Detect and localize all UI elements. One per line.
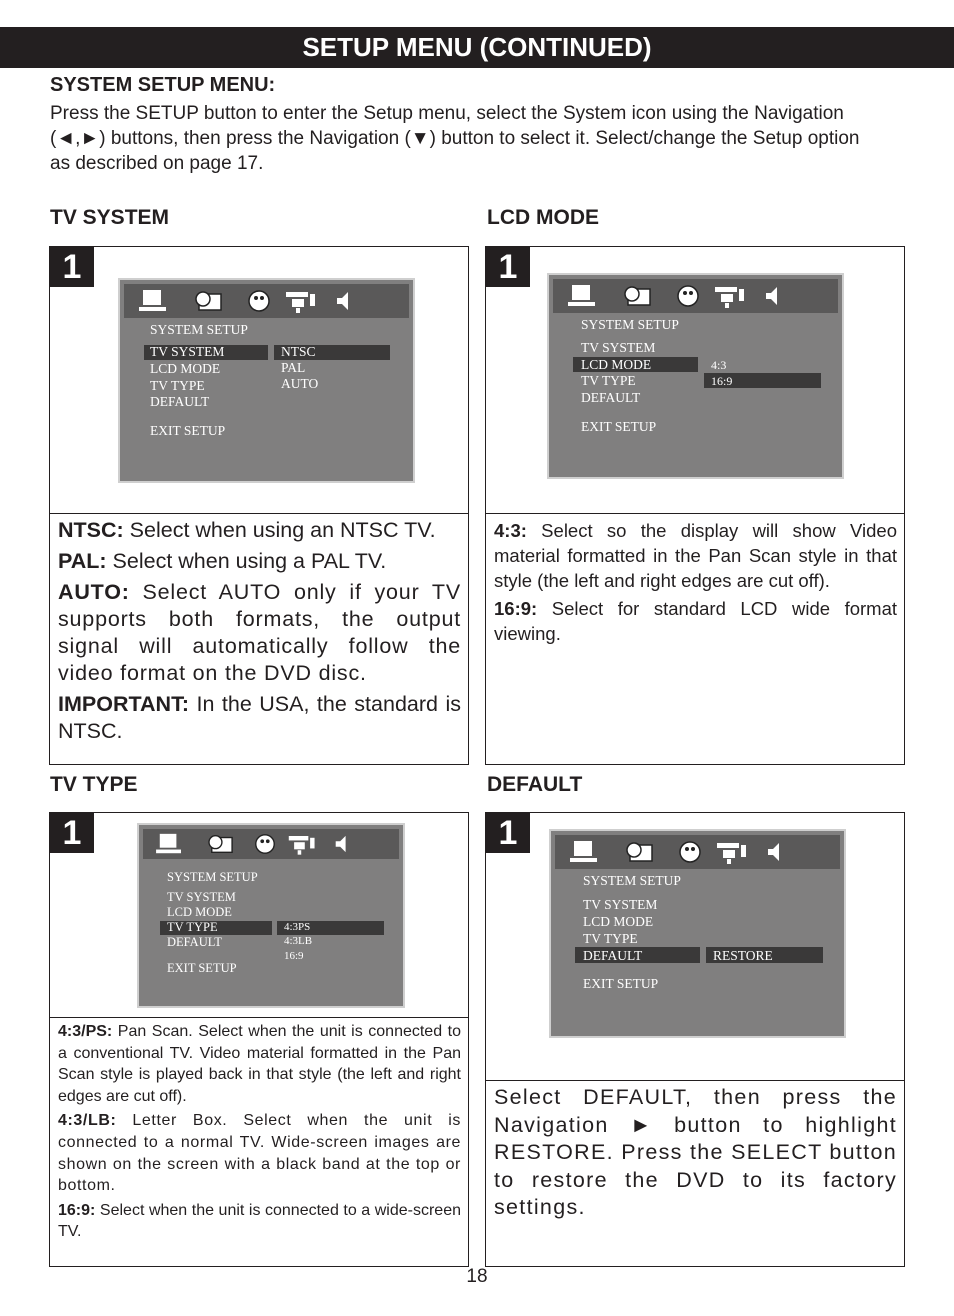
speech-photo-icon [623,283,653,309]
step-number: 1 [50,247,94,287]
option-16-9[interactable]: 16:9 [711,374,733,388]
intro-line-2: (◄,►) buttons, then press the Navigation (▼) button to select it. Select/change the Setup option [50,128,860,149]
system-setup-intro [50,101,910,176]
menu-icon-bar [143,829,399,859]
lcd-mode-title: LCD MODE [487,206,599,229]
speech-photo-icon [194,288,224,314]
menu-item-tv-type[interactable]: TV TYPE [583,931,638,946]
menu-icon-bar [553,279,838,313]
page-number: 18 [466,1266,488,1287]
menu-item-tv-type[interactable]: TV TYPE [581,373,636,388]
menu-item-lcd-mode[interactable]: LCD MODE [583,914,654,929]
option-restore[interactable]: RESTORE [713,948,773,963]
menu-item-exit-setup[interactable]: EXIT SETUP [581,419,657,434]
default-text: Select DEFAULT, then press the Navigation ► button to highlight RESTORE. Press the SELECT button to restore the DVD to its factory settings. [494,1085,897,1219]
option-pal[interactable]: PAL [281,360,306,375]
panel-divider [486,513,904,514]
important-text: In the USA, the standard is NTSC. [58,692,461,743]
tv-type-panel [49,812,469,1267]
menu-item-lcd-mode[interactable]: LCD MODE [167,905,232,919]
intro-line-1: Press the SETUP button to enter the Setup menu, select the System icon using the Navigation [50,103,844,124]
lcd-mode-description [494,518,897,646]
option-4-3ps[interactable]: 4:3PS [284,921,311,933]
disc-icon [677,839,703,865]
menu-header: SYSTEM SETUP [167,870,258,884]
option-auto[interactable]: AUTO [281,376,319,391]
menu-item-tv-system[interactable]: TV SYSTEM [150,344,225,359]
intro-line-3: as described on page 17. [50,153,264,174]
option-4-3[interactable]: 4:3 [711,358,727,372]
monitor-icon [155,832,183,856]
option-4-3lb[interactable]: 4:3LB [284,935,313,947]
ps-label: 4:3/PS: [58,1023,113,1040]
panel-divider [50,513,468,514]
option-ntsc[interactable]: NTSC [281,344,316,359]
camera-icon [284,288,320,314]
ntsc-text: Select when using an NTSC TV. [123,518,436,542]
system-setup-title: SYSTEM SETUP MENU: [50,74,276,96]
tv-type-menu-screen [137,823,405,1008]
auto-label: AUTO: [58,580,130,604]
page-banner: SETUP MENU (CONTINUED) [0,27,954,68]
menu-item-tv-type[interactable]: TV TYPE [150,378,205,393]
monitor-icon [567,283,597,309]
auto-text: Select AUTO only if your TV supports both formats, the output signal will automatically follow the video format on the DVD disc. [58,580,461,685]
lb-text: Letter Box. Select when the unit is connected to a normal TV. Wide-screen images are shown on the screen with a black band at the top or bottom. [58,1112,461,1195]
tv-system-panel [49,246,469,765]
menu-item-default[interactable]: DEFAULT [150,394,210,409]
menu-item-lcd-mode[interactable]: LCD MODE [581,357,652,372]
step-number: 1 [50,813,94,853]
menu-item-exit-setup[interactable]: EXIT SETUP [167,961,237,975]
menu-item-exit-setup[interactable]: EXIT SETUP [583,976,659,991]
monitor-icon [138,288,168,314]
tv-system-description [58,517,461,745]
default-menu-screen [549,829,846,1038]
important-label: IMPORTANT: [58,692,189,716]
speaker-icon [333,832,351,856]
disc-icon [253,832,277,856]
tv-type-description [58,1021,461,1243]
menu-icon-bar [555,835,840,869]
lb-label: 4:3/LB: [58,1112,117,1130]
disc-icon [675,283,701,309]
ratio-4-3-text: Select so the display will show Video material formatted in the Pan Scan style in that style (the left and right edges are cut off). [494,520,897,591]
menu-item-lcd-mode[interactable]: LCD MODE [150,361,221,376]
panel-divider [486,1080,904,1081]
speaker-icon [334,288,354,314]
pal-text: Select when using a PAL TV. [106,549,387,573]
menu-item-tv-system[interactable]: TV SYSTEM [581,340,656,355]
menu-item-tv-system[interactable]: TV SYSTEM [583,897,658,912]
camera-icon [715,839,751,865]
speech-photo-icon [207,832,235,856]
step-number: 1 [486,247,530,287]
default-panel [485,812,905,1267]
ps-text: Pan Scan. Select when the unit is connected to a conventional TV. Video material formatted in the Pan Scan style is played back in that style (the left and right edges are cut off). [58,1023,461,1105]
menu-item-default[interactable]: DEFAULT [167,935,222,949]
speaker-icon [763,283,783,309]
ratio-16-9-label: 16:9: [494,598,538,619]
menu-item-tv-system[interactable]: TV SYSTEM [167,890,236,904]
camera-icon [287,832,319,856]
lcd-mode-panel [485,246,905,765]
panel-divider [50,1017,468,1018]
speech-photo-icon [625,839,655,865]
ratio-4-3-label: 4:3: [494,520,527,541]
wide-text: Select when the unit is connected to a wide-screen TV. [58,1201,461,1241]
tv-system-menu-screen [118,278,415,483]
menu-header: SYSTEM SETUP [583,873,681,888]
option-16-9[interactable]: 16:9 [284,950,304,962]
menu-item-default[interactable]: DEFAULT [583,948,643,963]
tv-type-title: TV TYPE [50,773,138,796]
ntsc-label: NTSC: [58,518,124,542]
menu-item-default[interactable]: DEFAULT [581,390,641,405]
menu-item-tv-type[interactable]: TV TYPE [167,920,218,934]
ratio-16-9-text: Select for standard LCD wide format viewing. [494,598,897,644]
monitor-icon [569,839,599,865]
lcd-mode-menu-screen [547,273,844,479]
menu-header: SYSTEM SETUP [581,317,679,332]
default-title: DEFAULT [487,773,583,796]
default-description [494,1084,897,1222]
tv-system-title: TV SYSTEM [50,206,170,229]
menu-header: SYSTEM SETUP [150,322,248,337]
menu-icon-bar [124,284,409,318]
step-number: 1 [486,813,530,853]
wide-label: 16:9: [58,1201,96,1219]
menu-item-exit-setup[interactable]: EXIT SETUP [150,423,226,438]
camera-icon [713,283,749,309]
pal-label: PAL: [58,549,107,573]
speaker-icon [765,839,785,865]
disc-icon [246,288,272,314]
